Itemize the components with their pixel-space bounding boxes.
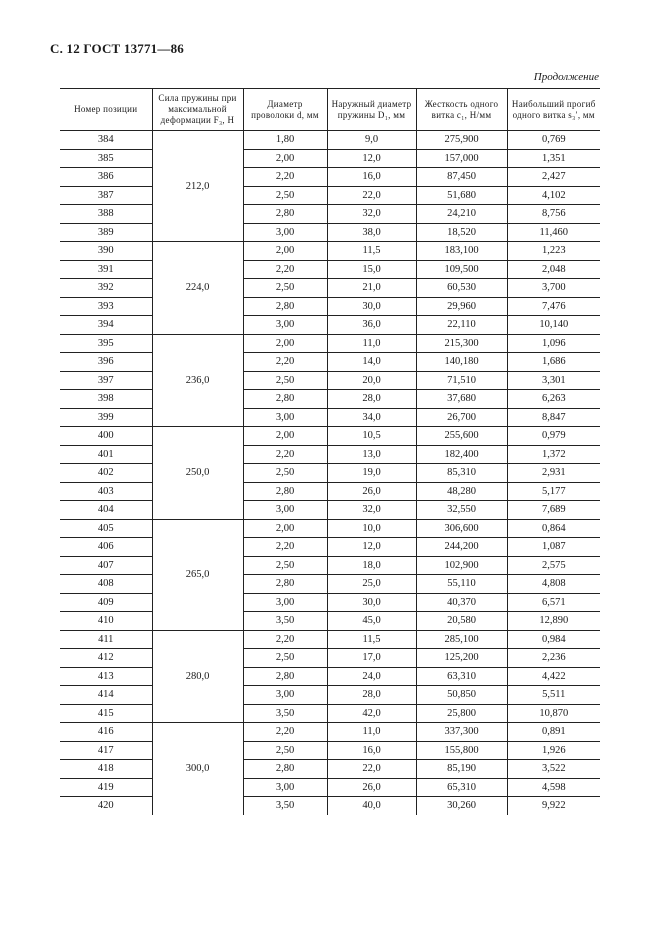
cell-position: 420 bbox=[60, 797, 152, 815]
table-row bbox=[60, 630, 600, 649]
cell-outer-diameter: 28,0 bbox=[327, 686, 416, 705]
cell-deflection: 4,102 bbox=[507, 186, 600, 205]
table-header bbox=[60, 89, 600, 131]
col-header-stiffness: Жесткость одного витка c₁, Н/мм bbox=[416, 89, 507, 131]
cell-stiffness: 275,900 bbox=[416, 131, 507, 150]
cell-outer-diameter: 32,0 bbox=[327, 501, 416, 520]
cell-outer-diameter: 11,0 bbox=[327, 334, 416, 353]
cell-stiffness: 85,190 bbox=[416, 760, 507, 779]
cell-position: 410 bbox=[60, 612, 152, 631]
cell-outer-diameter: 32,0 bbox=[327, 205, 416, 224]
cell-wire-diameter: 2,50 bbox=[243, 556, 327, 575]
cell-stiffness: 18,520 bbox=[416, 223, 507, 242]
cell-stiffness: 125,200 bbox=[416, 649, 507, 668]
table-row bbox=[60, 501, 600, 520]
cell-outer-diameter: 42,0 bbox=[327, 704, 416, 723]
cell-wire-diameter: 2,20 bbox=[243, 168, 327, 187]
cell-wire-diameter: 3,00 bbox=[243, 686, 327, 705]
cell-deflection: 6,263 bbox=[507, 390, 600, 409]
cell-position: 386 bbox=[60, 168, 152, 187]
cell-deflection: 2,236 bbox=[507, 649, 600, 668]
cell-stiffness: 51,680 bbox=[416, 186, 507, 205]
cell-stiffness: 32,550 bbox=[416, 501, 507, 520]
cell-outer-diameter: 12,0 bbox=[327, 538, 416, 557]
cell-stiffness: 183,100 bbox=[416, 242, 507, 261]
cell-wire-diameter: 2,80 bbox=[243, 760, 327, 779]
table-body bbox=[60, 131, 600, 815]
cell-force: 280,0 bbox=[152, 630, 243, 723]
cell-outer-diameter: 16,0 bbox=[327, 741, 416, 760]
cell-deflection: 3,522 bbox=[507, 760, 600, 779]
cell-wire-diameter: 2,80 bbox=[243, 205, 327, 224]
cell-outer-diameter: 24,0 bbox=[327, 667, 416, 686]
cell-force: 250,0 bbox=[152, 427, 243, 520]
cell-deflection: 5,177 bbox=[507, 482, 600, 501]
cell-position: 413 bbox=[60, 667, 152, 686]
cell-deflection: 10,870 bbox=[507, 704, 600, 723]
cell-outer-diameter: 22,0 bbox=[327, 186, 416, 205]
cell-wire-diameter: 1,80 bbox=[243, 131, 327, 150]
cell-stiffness: 22,110 bbox=[416, 316, 507, 335]
cell-deflection: 2,575 bbox=[507, 556, 600, 575]
cell-deflection: 7,689 bbox=[507, 501, 600, 520]
cell-deflection: 0,984 bbox=[507, 630, 600, 649]
cell-position: 414 bbox=[60, 686, 152, 705]
cell-stiffness: 37,680 bbox=[416, 390, 507, 409]
cell-outer-diameter: 10,0 bbox=[327, 519, 416, 538]
cell-force: 265,0 bbox=[152, 519, 243, 630]
table-row bbox=[60, 131, 600, 150]
cell-outer-diameter: 30,0 bbox=[327, 297, 416, 316]
cell-outer-diameter: 11,0 bbox=[327, 723, 416, 742]
table-row bbox=[60, 371, 600, 390]
table-row bbox=[60, 260, 600, 279]
cell-wire-diameter: 2,20 bbox=[243, 630, 327, 649]
cell-deflection: 2,931 bbox=[507, 464, 600, 483]
page-header: С. 12 ГОСТ 13771—86 bbox=[50, 41, 184, 56]
cell-position: 397 bbox=[60, 371, 152, 390]
table-row bbox=[60, 316, 600, 335]
cell-stiffness: 29,960 bbox=[416, 297, 507, 316]
table-row bbox=[60, 667, 600, 686]
cell-position: 411 bbox=[60, 630, 152, 649]
cell-outer-diameter: 12,0 bbox=[327, 149, 416, 168]
cell-wire-diameter: 2,80 bbox=[243, 667, 327, 686]
cell-wire-diameter: 3,00 bbox=[243, 223, 327, 242]
cell-deflection: 5,511 bbox=[507, 686, 600, 705]
cell-wire-diameter: 2,00 bbox=[243, 427, 327, 446]
cell-outer-diameter: 9,0 bbox=[327, 131, 416, 150]
cell-outer-diameter: 26,0 bbox=[327, 778, 416, 797]
table-row bbox=[60, 279, 600, 298]
cell-position: 400 bbox=[60, 427, 152, 446]
cell-position: 390 bbox=[60, 242, 152, 261]
cell-stiffness: 50,850 bbox=[416, 686, 507, 705]
table-row bbox=[60, 334, 600, 353]
cell-wire-diameter: 2,50 bbox=[243, 279, 327, 298]
table-row bbox=[60, 538, 600, 557]
cell-position: 401 bbox=[60, 445, 152, 464]
cell-position: 408 bbox=[60, 575, 152, 594]
cell-stiffness: 337,300 bbox=[416, 723, 507, 742]
cell-stiffness: 140,180 bbox=[416, 353, 507, 372]
cell-deflection: 12,890 bbox=[507, 612, 600, 631]
table-row bbox=[60, 686, 600, 705]
cell-wire-diameter: 2,20 bbox=[243, 538, 327, 557]
cell-position: 387 bbox=[60, 186, 152, 205]
cell-deflection: 3,301 bbox=[507, 371, 600, 390]
cell-stiffness: 55,110 bbox=[416, 575, 507, 594]
cell-deflection: 8,847 bbox=[507, 408, 600, 427]
cell-deflection: 6,571 bbox=[507, 593, 600, 612]
cell-deflection: 2,427 bbox=[507, 168, 600, 187]
cell-outer-diameter: 11,5 bbox=[327, 630, 416, 649]
cell-wire-diameter: 3,00 bbox=[243, 593, 327, 612]
cell-stiffness: 285,100 bbox=[416, 630, 507, 649]
cell-deflection: 11,460 bbox=[507, 223, 600, 242]
cell-wire-diameter: 2,00 bbox=[243, 149, 327, 168]
table-row bbox=[60, 297, 600, 316]
cell-stiffness: 60,530 bbox=[416, 279, 507, 298]
table-row bbox=[60, 427, 600, 446]
table-row bbox=[60, 593, 600, 612]
cell-position: 395 bbox=[60, 334, 152, 353]
cell-deflection: 3,700 bbox=[507, 279, 600, 298]
continuation-label: Продолжение bbox=[533, 71, 599, 83]
cell-outer-diameter: 25,0 bbox=[327, 575, 416, 594]
cell-deflection: 1,223 bbox=[507, 242, 600, 261]
table-row bbox=[60, 723, 600, 742]
cell-force: 212,0 bbox=[152, 131, 243, 242]
cell-wire-diameter: 2,20 bbox=[243, 260, 327, 279]
cell-stiffness: 182,400 bbox=[416, 445, 507, 464]
table-row bbox=[60, 649, 600, 668]
cell-position: 402 bbox=[60, 464, 152, 483]
cell-stiffness: 87,450 bbox=[416, 168, 507, 187]
cell-stiffness: 65,310 bbox=[416, 778, 507, 797]
cell-wire-diameter: 2,20 bbox=[243, 723, 327, 742]
table-row bbox=[60, 519, 600, 538]
cell-position: 409 bbox=[60, 593, 152, 612]
cell-outer-diameter: 13,0 bbox=[327, 445, 416, 464]
cell-deflection: 4,598 bbox=[507, 778, 600, 797]
cell-stiffness: 157,000 bbox=[416, 149, 507, 168]
cell-outer-diameter: 20,0 bbox=[327, 371, 416, 390]
cell-wire-diameter: 2,00 bbox=[243, 519, 327, 538]
cell-deflection: 0,979 bbox=[507, 427, 600, 446]
table-row bbox=[60, 408, 600, 427]
cell-wire-diameter: 2,80 bbox=[243, 390, 327, 409]
cell-stiffness: 102,900 bbox=[416, 556, 507, 575]
cell-wire-diameter: 2,80 bbox=[243, 297, 327, 316]
table-row bbox=[60, 612, 600, 631]
cell-outer-diameter: 45,0 bbox=[327, 612, 416, 631]
cell-stiffness: 25,800 bbox=[416, 704, 507, 723]
cell-deflection: 0,769 bbox=[507, 131, 600, 150]
cell-position: 391 bbox=[60, 260, 152, 279]
cell-position: 407 bbox=[60, 556, 152, 575]
col-header-wire-diameter: Диаметр проволоки d, мм bbox=[243, 89, 327, 131]
cell-position: 399 bbox=[60, 408, 152, 427]
cell-position: 388 bbox=[60, 205, 152, 224]
table-row bbox=[60, 741, 600, 760]
cell-deflection: 1,926 bbox=[507, 741, 600, 760]
cell-wire-diameter: 2,20 bbox=[243, 445, 327, 464]
cell-stiffness: 215,300 bbox=[416, 334, 507, 353]
cell-deflection: 2,048 bbox=[507, 260, 600, 279]
cell-stiffness: 48,280 bbox=[416, 482, 507, 501]
cell-outer-diameter: 16,0 bbox=[327, 168, 416, 187]
table-row bbox=[60, 445, 600, 464]
cell-deflection: 4,808 bbox=[507, 575, 600, 594]
cell-outer-diameter: 30,0 bbox=[327, 593, 416, 612]
cell-deflection: 1,087 bbox=[507, 538, 600, 557]
cell-position: 419 bbox=[60, 778, 152, 797]
cell-stiffness: 30,260 bbox=[416, 797, 507, 815]
cell-wire-diameter: 3,50 bbox=[243, 612, 327, 631]
cell-position: 384 bbox=[60, 131, 152, 150]
cell-position: 406 bbox=[60, 538, 152, 557]
cell-outer-diameter: 11,5 bbox=[327, 242, 416, 261]
cell-deflection: 4,422 bbox=[507, 667, 600, 686]
cell-wire-diameter: 2,00 bbox=[243, 334, 327, 353]
cell-force: 236,0 bbox=[152, 334, 243, 427]
cell-deflection: 9,922 bbox=[507, 797, 600, 815]
cell-position: 389 bbox=[60, 223, 152, 242]
table-row bbox=[60, 168, 600, 187]
cell-outer-diameter: 14,0 bbox=[327, 353, 416, 372]
cell-outer-diameter: 22,0 bbox=[327, 760, 416, 779]
cell-stiffness: 63,310 bbox=[416, 667, 507, 686]
cell-position: 405 bbox=[60, 519, 152, 538]
cell-outer-diameter: 17,0 bbox=[327, 649, 416, 668]
table-row bbox=[60, 353, 600, 372]
cell-wire-diameter: 3,00 bbox=[243, 778, 327, 797]
cell-wire-diameter: 2,50 bbox=[243, 741, 327, 760]
cell-outer-diameter: 18,0 bbox=[327, 556, 416, 575]
cell-stiffness: 20,580 bbox=[416, 612, 507, 631]
cell-position: 396 bbox=[60, 353, 152, 372]
cell-wire-diameter: 2,20 bbox=[243, 353, 327, 372]
table-row bbox=[60, 223, 600, 242]
table-row bbox=[60, 797, 600, 815]
spring-spec-table bbox=[60, 88, 600, 815]
cell-wire-diameter: 2,50 bbox=[243, 649, 327, 668]
cell-position: 416 bbox=[60, 723, 152, 742]
cell-deflection: 0,891 bbox=[507, 723, 600, 742]
cell-stiffness: 306,600 bbox=[416, 519, 507, 538]
cell-stiffness: 40,370 bbox=[416, 593, 507, 612]
cell-stiffness: 255,600 bbox=[416, 427, 507, 446]
cell-wire-diameter: 3,00 bbox=[243, 408, 327, 427]
table-row bbox=[60, 242, 600, 261]
col-header-deflection: Наибольший прогиб одного витка s₃′, мм bbox=[507, 89, 600, 131]
cell-outer-diameter: 19,0 bbox=[327, 464, 416, 483]
cell-wire-diameter: 2,80 bbox=[243, 482, 327, 501]
cell-position: 417 bbox=[60, 741, 152, 760]
cell-deflection: 0,864 bbox=[507, 519, 600, 538]
cell-deflection: 10,140 bbox=[507, 316, 600, 335]
cell-position: 415 bbox=[60, 704, 152, 723]
cell-outer-diameter: 21,0 bbox=[327, 279, 416, 298]
cell-wire-diameter: 3,00 bbox=[243, 316, 327, 335]
cell-wire-diameter: 3,50 bbox=[243, 797, 327, 815]
cell-wire-diameter: 2,50 bbox=[243, 464, 327, 483]
cell-deflection: 8,756 bbox=[507, 205, 600, 224]
table-row bbox=[60, 186, 600, 205]
cell-position: 418 bbox=[60, 760, 152, 779]
cell-deflection: 1,372 bbox=[507, 445, 600, 464]
cell-outer-diameter: 40,0 bbox=[327, 797, 416, 815]
cell-stiffness: 109,500 bbox=[416, 260, 507, 279]
cell-outer-diameter: 15,0 bbox=[327, 260, 416, 279]
cell-deflection: 1,351 bbox=[507, 149, 600, 168]
col-header-position: Номер позиции bbox=[60, 89, 152, 131]
cell-deflection: 1,096 bbox=[507, 334, 600, 353]
cell-outer-diameter: 34,0 bbox=[327, 408, 416, 427]
cell-position: 392 bbox=[60, 279, 152, 298]
cell-stiffness: 71,510 bbox=[416, 371, 507, 390]
cell-position: 385 bbox=[60, 149, 152, 168]
table-row bbox=[60, 575, 600, 594]
cell-outer-diameter: 38,0 bbox=[327, 223, 416, 242]
cell-force: 224,0 bbox=[152, 242, 243, 335]
table-row bbox=[60, 390, 600, 409]
cell-wire-diameter: 3,50 bbox=[243, 704, 327, 723]
cell-outer-diameter: 28,0 bbox=[327, 390, 416, 409]
cell-position: 412 bbox=[60, 649, 152, 668]
cell-stiffness: 155,800 bbox=[416, 741, 507, 760]
cell-outer-diameter: 26,0 bbox=[327, 482, 416, 501]
cell-wire-diameter: 2,00 bbox=[243, 242, 327, 261]
cell-force: 300,0 bbox=[152, 723, 243, 815]
cell-deflection: 7,476 bbox=[507, 297, 600, 316]
cell-stiffness: 24,210 bbox=[416, 205, 507, 224]
cell-wire-diameter: 2,50 bbox=[243, 371, 327, 390]
col-header-outer-diameter: Наружный диаметр пружины D₁, мм bbox=[327, 89, 416, 131]
col-header-force: Сила пружины при максимальной деформации F₃, Н bbox=[152, 89, 243, 131]
cell-position: 404 bbox=[60, 501, 152, 520]
cell-wire-diameter: 3,00 bbox=[243, 501, 327, 520]
table-row bbox=[60, 760, 600, 779]
table-row bbox=[60, 778, 600, 797]
table-row bbox=[60, 482, 600, 501]
table-row bbox=[60, 556, 600, 575]
cell-position: 393 bbox=[60, 297, 152, 316]
cell-outer-diameter: 36,0 bbox=[327, 316, 416, 335]
cell-position: 394 bbox=[60, 316, 152, 335]
table-row bbox=[60, 464, 600, 483]
cell-wire-diameter: 2,50 bbox=[243, 186, 327, 205]
cell-position: 403 bbox=[60, 482, 152, 501]
cell-stiffness: 26,700 bbox=[416, 408, 507, 427]
table-row bbox=[60, 704, 600, 723]
cell-deflection: 1,686 bbox=[507, 353, 600, 372]
cell-stiffness: 85,310 bbox=[416, 464, 507, 483]
cell-stiffness: 244,200 bbox=[416, 538, 507, 557]
cell-wire-diameter: 2,80 bbox=[243, 575, 327, 594]
table-row bbox=[60, 149, 600, 168]
table-row bbox=[60, 205, 600, 224]
cell-position: 398 bbox=[60, 390, 152, 409]
cell-outer-diameter: 10,5 bbox=[327, 427, 416, 446]
